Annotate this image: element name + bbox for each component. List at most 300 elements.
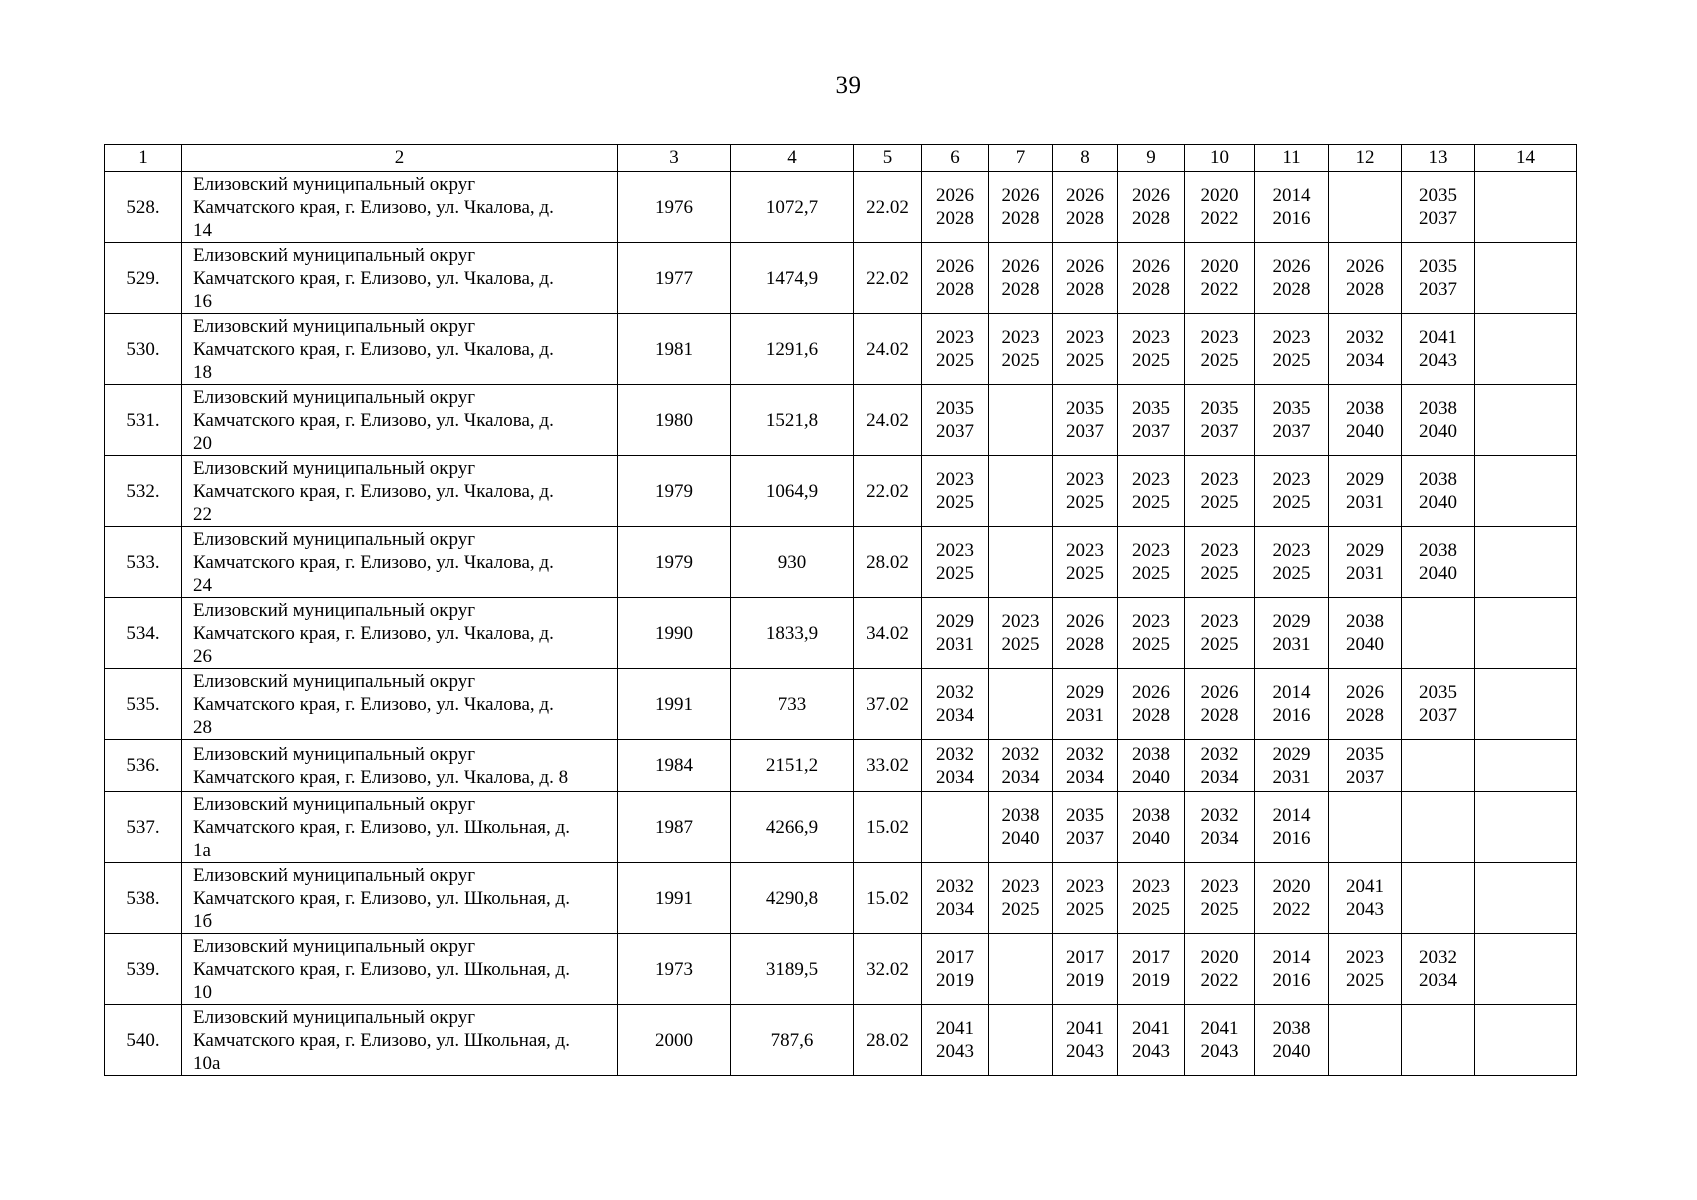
period-end: 2025 <box>1272 492 1311 513</box>
period-end: 2031 <box>1272 766 1311 788</box>
address-line: Елизовский муниципальный округ <box>193 793 475 815</box>
period-start: 2023 <box>1066 327 1104 348</box>
period-start: 2017 <box>1066 947 1104 968</box>
period-end: 2037 <box>1132 421 1170 442</box>
repair-period-cell-13 <box>1402 934 1475 1005</box>
address-line: 20 <box>193 432 212 454</box>
period-start: 2023 <box>936 469 974 490</box>
column-header: 9 <box>1118 145 1185 172</box>
address-cell <box>182 598 618 669</box>
repair-period-cell-6 <box>922 314 989 385</box>
period-end: 2031 <box>1066 705 1104 726</box>
address-cell <box>182 243 618 314</box>
repair-period-cell-7 <box>989 1005 1053 1076</box>
period-end: 2025 <box>1066 492 1104 513</box>
period-end: 2043 <box>1066 1041 1104 1062</box>
code-cell: 37.02 <box>854 669 922 740</box>
period-end: 2040 <box>1419 492 1457 513</box>
repair-period-cell-8 <box>1053 385 1118 456</box>
period-end: 2037 <box>936 421 974 442</box>
period-end: 2025 <box>1066 350 1104 371</box>
period-end: 2016 <box>1272 970 1311 991</box>
repair-period-cell-8 <box>1053 934 1118 1005</box>
period-start: 2023 <box>936 327 974 348</box>
repair-period-cell-11 <box>1255 740 1329 792</box>
period-start: 2032 <box>1066 743 1104 765</box>
repair-period-cell-6 <box>922 863 989 934</box>
repair-period-cell-11 <box>1255 863 1329 934</box>
repair-period-cell-9 <box>1118 669 1185 740</box>
address-line: Камчатского края, г. Елизово, ул. Чкалова, д. <box>193 622 554 644</box>
repair-period-cell-6 <box>922 172 989 243</box>
period-end: 2019 <box>936 970 974 991</box>
area-cell: 2151,2 <box>731 740 854 792</box>
period-end: 2025 <box>1001 899 1040 920</box>
repair-period-cell-10 <box>1185 598 1255 669</box>
build-year-cell: 1990 <box>618 598 731 669</box>
period-start: 2032 <box>1346 327 1384 348</box>
repair-period-cell-12 <box>1329 243 1402 314</box>
column-header: 8 <box>1053 145 1118 172</box>
address-line: Елизовский муниципальный округ <box>193 173 475 195</box>
area-cell: 733 <box>731 669 854 740</box>
repair-period-cell-10 <box>1185 314 1255 385</box>
period-start: 2023 <box>1132 327 1170 348</box>
repair-period-cell-9 <box>1118 385 1185 456</box>
period-start: 2026 <box>1066 611 1104 632</box>
address-line: 1б <box>193 910 213 932</box>
period-start: 2026 <box>1200 682 1239 703</box>
row-number: 535. <box>105 669 182 740</box>
repair-period-cell-9 <box>1118 243 1185 314</box>
period-start: 2041 <box>1132 1018 1170 1039</box>
period-start: 2038 <box>1346 398 1384 419</box>
code-cell: 22.02 <box>854 172 922 243</box>
column-header: 10 <box>1185 145 1255 172</box>
period-end: 2025 <box>1200 350 1239 371</box>
address-line: Елизовский муниципальный округ <box>193 864 475 886</box>
notes-cell <box>1475 385 1577 456</box>
repair-period-cell-7 <box>989 792 1053 863</box>
period-start: 2023 <box>1132 611 1170 632</box>
address-line: 24 <box>193 574 212 596</box>
notes-cell <box>1475 792 1577 863</box>
period-end: 2031 <box>936 634 974 655</box>
period-start: 2035 <box>1066 398 1104 419</box>
period-start: 2023 <box>1200 540 1239 561</box>
housing-repair-table <box>104 144 1577 1076</box>
period-start: 2029 <box>1346 469 1384 490</box>
period-start: 2035 <box>1419 185 1457 206</box>
period-start: 2029 <box>1066 682 1104 703</box>
period-start: 2041 <box>1200 1018 1239 1039</box>
repair-period-cell-12 <box>1329 863 1402 934</box>
period-start: 2038 <box>1132 805 1170 826</box>
period-start: 2035 <box>1346 743 1384 765</box>
period-start: 2035 <box>1419 256 1457 277</box>
period-start: 2035 <box>1066 805 1104 826</box>
period-end: 2040 <box>1272 1041 1311 1062</box>
address-line: Камчатского края, г. Елизово, ул. Школьная, д. <box>193 887 570 909</box>
period-end: 2025 <box>1272 563 1311 584</box>
period-start: 2017 <box>936 947 974 968</box>
period-end: 2034 <box>1200 766 1239 788</box>
period-start: 2023 <box>1346 947 1384 968</box>
period-end: 2025 <box>1132 899 1170 920</box>
period-end: 2037 <box>1272 421 1311 442</box>
period-end: 2037 <box>1066 421 1104 442</box>
row-number: 536. <box>105 740 182 792</box>
repair-period-cell-12 <box>1329 1005 1402 1076</box>
period-start: 2038 <box>1346 611 1384 632</box>
repair-period-cell-7 <box>989 456 1053 527</box>
period-end: 2025 <box>936 350 974 371</box>
area-cell: 1291,6 <box>731 314 854 385</box>
address-cell <box>182 1005 618 1076</box>
notes-cell <box>1475 863 1577 934</box>
period-start: 2035 <box>1419 682 1457 703</box>
repair-period-cell-11 <box>1255 314 1329 385</box>
period-end: 2040 <box>1419 563 1457 584</box>
notes-cell <box>1475 243 1577 314</box>
period-start: 2041 <box>1346 876 1384 897</box>
period-end: 2025 <box>1066 899 1104 920</box>
period-end: 2025 <box>1200 899 1239 920</box>
address-line: Елизовский муниципальный округ <box>193 670 475 692</box>
address-line: Елизовский муниципальный округ <box>193 386 475 408</box>
period-end: 2040 <box>1001 828 1040 849</box>
repair-period-cell-10 <box>1185 863 1255 934</box>
repair-period-cell-11 <box>1255 172 1329 243</box>
repair-period-cell-13 <box>1402 527 1475 598</box>
row-number: 532. <box>105 456 182 527</box>
code-cell: 34.02 <box>854 598 922 669</box>
address-line: Камчатского края, г. Елизово, ул. Чкалова, д. <box>193 196 554 218</box>
build-year-cell: 1980 <box>618 385 731 456</box>
period-end: 2028 <box>1001 208 1040 229</box>
period-end: 2037 <box>1200 421 1239 442</box>
repair-period-cell-10 <box>1185 740 1255 792</box>
repair-period-cell-6 <box>922 740 989 792</box>
build-year-cell: 1977 <box>618 243 731 314</box>
period-start: 2023 <box>1200 327 1239 348</box>
row-number: 529. <box>105 243 182 314</box>
period-end: 2037 <box>1419 705 1457 726</box>
table-row <box>105 1005 1577 1076</box>
code-cell: 22.02 <box>854 243 922 314</box>
period-start: 2041 <box>1419 327 1457 348</box>
table-row <box>105 598 1577 669</box>
area-cell: 787,6 <box>731 1005 854 1076</box>
build-year-cell: 1976 <box>618 172 731 243</box>
repair-period-cell-7 <box>989 598 1053 669</box>
build-year-cell: 1979 <box>618 456 731 527</box>
period-end: 2034 <box>1419 970 1457 991</box>
repair-period-cell-9 <box>1118 863 1185 934</box>
repair-period-cell-7 <box>989 863 1053 934</box>
period-end: 2022 <box>1272 899 1311 920</box>
period-end: 2016 <box>1272 705 1311 726</box>
period-end: 2034 <box>1001 766 1040 788</box>
address-line: Елизовский муниципальный округ <box>193 743 475 765</box>
repair-period-cell-9 <box>1118 598 1185 669</box>
period-end: 2025 <box>1132 492 1170 513</box>
period-end: 2025 <box>1066 563 1104 584</box>
period-start: 2029 <box>1272 743 1311 765</box>
repair-period-cell-8 <box>1053 243 1118 314</box>
period-end: 2028 <box>1346 705 1384 726</box>
column-header: 13 <box>1402 145 1475 172</box>
repair-period-cell-6 <box>922 934 989 1005</box>
row-number: 537. <box>105 792 182 863</box>
column-header: 3 <box>618 145 731 172</box>
code-cell: 33.02 <box>854 740 922 792</box>
period-end: 2031 <box>1346 492 1384 513</box>
period-start: 2023 <box>1066 469 1104 490</box>
period-end: 2025 <box>1346 970 1384 991</box>
repair-period-cell-9 <box>1118 456 1185 527</box>
period-start: 2035 <box>936 398 974 419</box>
repair-period-cell-12 <box>1329 385 1402 456</box>
period-start: 2026 <box>1132 185 1170 206</box>
repair-period-cell-8 <box>1053 1005 1118 1076</box>
period-start: 2038 <box>1419 398 1457 419</box>
period-end: 2016 <box>1272 828 1311 849</box>
repair-period-cell-12 <box>1329 172 1402 243</box>
repair-period-cell-12 <box>1329 527 1402 598</box>
period-end: 2028 <box>936 279 974 300</box>
notes-cell <box>1475 740 1577 792</box>
period-end: 2028 <box>1001 279 1040 300</box>
period-start: 2026 <box>936 185 974 206</box>
repair-period-cell-7 <box>989 934 1053 1005</box>
address-line: Камчатского края, г. Елизово, ул. Школьная, д. <box>193 816 570 838</box>
address-cell <box>182 792 618 863</box>
period-start: 2029 <box>1346 540 1384 561</box>
table-row <box>105 863 1577 934</box>
code-cell: 24.02 <box>854 385 922 456</box>
repair-period-cell-7 <box>989 385 1053 456</box>
build-year-cell: 1984 <box>618 740 731 792</box>
area-cell: 1064,9 <box>731 456 854 527</box>
build-year-cell: 1979 <box>618 527 731 598</box>
address-line: Елизовский муниципальный округ <box>193 457 475 479</box>
repair-period-cell-8 <box>1053 172 1118 243</box>
repair-period-cell-8 <box>1053 527 1118 598</box>
period-start: 2026 <box>1272 256 1311 277</box>
repair-period-cell-12 <box>1329 598 1402 669</box>
period-start: 2026 <box>1066 185 1104 206</box>
period-end: 2022 <box>1200 279 1239 300</box>
period-end: 2040 <box>1132 766 1170 788</box>
repair-period-cell-9 <box>1118 792 1185 863</box>
period-start: 2035 <box>1132 398 1170 419</box>
repair-period-cell-6 <box>922 243 989 314</box>
row-number: 533. <box>105 527 182 598</box>
period-end: 2028 <box>1272 279 1311 300</box>
column-header: 4 <box>731 145 854 172</box>
address-line: Камчатского края, г. Елизово, ул. Чкалова, д. 8 <box>193 766 569 788</box>
repair-period-cell-11 <box>1255 243 1329 314</box>
period-start: 2023 <box>1066 540 1104 561</box>
repair-period-cell-6 <box>922 385 989 456</box>
period-start: 2023 <box>1272 469 1311 490</box>
area-cell: 4266,9 <box>731 792 854 863</box>
repair-period-cell-10 <box>1185 172 1255 243</box>
period-end: 2025 <box>1272 350 1311 371</box>
repair-period-cell-7 <box>989 527 1053 598</box>
repair-period-cell-6 <box>922 456 989 527</box>
period-end: 2034 <box>936 766 974 788</box>
repair-period-cell-10 <box>1185 527 1255 598</box>
repair-period-cell-9 <box>1118 314 1185 385</box>
period-start: 2014 <box>1272 185 1311 206</box>
row-number: 531. <box>105 385 182 456</box>
repair-period-cell-9 <box>1118 527 1185 598</box>
period-start: 2023 <box>1200 876 1239 897</box>
address-line: 28 <box>193 716 212 738</box>
period-start: 2041 <box>936 1018 974 1039</box>
address-cell <box>182 669 618 740</box>
period-start: 2023 <box>1132 876 1170 897</box>
area-cell: 930 <box>731 527 854 598</box>
address-cell <box>182 934 618 1005</box>
table-row <box>105 385 1577 456</box>
repair-period-cell-11 <box>1255 1005 1329 1076</box>
row-number: 538. <box>105 863 182 934</box>
area-cell: 3189,5 <box>731 934 854 1005</box>
period-start: 2041 <box>1066 1018 1104 1039</box>
repair-period-cell-7 <box>989 669 1053 740</box>
period-start: 2023 <box>1272 540 1311 561</box>
period-start: 2029 <box>936 611 974 632</box>
period-start: 2032 <box>1200 805 1239 826</box>
address-cell <box>182 456 618 527</box>
address-line: 18 <box>193 361 212 383</box>
repair-period-cell-7 <box>989 740 1053 792</box>
repair-period-cell-8 <box>1053 456 1118 527</box>
code-cell: 24.02 <box>854 314 922 385</box>
period-end: 2022 <box>1200 208 1239 229</box>
repair-period-cell-11 <box>1255 792 1329 863</box>
build-year-cell: 1991 <box>618 863 731 934</box>
repair-period-cell-6 <box>922 527 989 598</box>
repair-period-cell-8 <box>1053 314 1118 385</box>
table-row <box>105 314 1577 385</box>
period-end: 2025 <box>1200 492 1239 513</box>
period-end: 2028 <box>1200 705 1239 726</box>
period-end: 2019 <box>1066 970 1104 991</box>
address-line: Елизовский муниципальный округ <box>193 935 475 957</box>
period-start: 2023 <box>1200 469 1239 490</box>
period-end: 2028 <box>1132 705 1170 726</box>
repair-period-cell-11 <box>1255 669 1329 740</box>
period-end: 2028 <box>1132 279 1170 300</box>
row-number: 528. <box>105 172 182 243</box>
code-cell: 32.02 <box>854 934 922 1005</box>
period-start: 2026 <box>936 256 974 277</box>
period-end: 2028 <box>1066 634 1104 655</box>
period-start: 2026 <box>1346 256 1384 277</box>
address-line: Камчатского края, г. Елизово, ул. Чкалова, д. <box>193 338 554 360</box>
address-line: 14 <box>193 219 212 241</box>
period-start: 2032 <box>1419 947 1457 968</box>
build-year-cell: 1973 <box>618 934 731 1005</box>
address-line: Камчатского края, г. Елизово, ул. Школьная, д. <box>193 1029 570 1051</box>
repair-period-cell-13 <box>1402 243 1475 314</box>
period-end: 2037 <box>1419 208 1457 229</box>
column-header: 6 <box>922 145 989 172</box>
period-start: 2029 <box>1272 611 1311 632</box>
period-end: 2043 <box>1346 899 1384 920</box>
period-end: 2025 <box>1200 563 1239 584</box>
period-end: 2019 <box>1132 970 1170 991</box>
notes-cell <box>1475 314 1577 385</box>
period-end: 2040 <box>1419 421 1457 442</box>
column-header: 14 <box>1475 145 1577 172</box>
period-end: 2025 <box>1132 634 1170 655</box>
table-row <box>105 740 1577 792</box>
repair-period-cell-6 <box>922 792 989 863</box>
period-start: 2023 <box>1132 469 1170 490</box>
address-line: Камчатского края, г. Елизово, ул. Чкалова, д. <box>193 480 554 502</box>
address-line: 10 <box>193 981 212 1003</box>
period-end: 2043 <box>1200 1041 1239 1062</box>
period-start: 2026 <box>1001 256 1040 277</box>
period-start: 2035 <box>1272 398 1311 419</box>
period-start: 2038 <box>1272 1018 1311 1039</box>
table-row <box>105 527 1577 598</box>
repair-period-cell-6 <box>922 1005 989 1076</box>
repair-period-cell-13 <box>1402 792 1475 863</box>
address-line: Камчатского края, г. Елизово, ул. Чкалова, д. <box>193 267 554 289</box>
period-start: 2017 <box>1132 947 1170 968</box>
period-end: 2034 <box>936 705 974 726</box>
period-start: 2032 <box>936 682 974 703</box>
repair-period-cell-12 <box>1329 934 1402 1005</box>
area-cell: 4290,8 <box>731 863 854 934</box>
repair-period-cell-13 <box>1402 172 1475 243</box>
address-cell <box>182 740 618 792</box>
notes-cell <box>1475 598 1577 669</box>
repair-period-cell-8 <box>1053 740 1118 792</box>
period-start: 2032 <box>936 743 974 765</box>
area-cell: 1833,9 <box>731 598 854 669</box>
address-line: Елизовский муниципальный округ <box>193 599 475 621</box>
repair-period-cell-13 <box>1402 314 1475 385</box>
table-row <box>105 792 1577 863</box>
period-end: 2025 <box>936 563 974 584</box>
period-start: 2038 <box>1419 469 1457 490</box>
repair-period-cell-11 <box>1255 385 1329 456</box>
period-start: 2014 <box>1272 947 1311 968</box>
repair-period-cell-11 <box>1255 598 1329 669</box>
repair-period-cell-8 <box>1053 863 1118 934</box>
address-line: Елизовский муниципальный округ <box>193 315 475 337</box>
column-number-row <box>105 145 1577 172</box>
period-end: 2031 <box>1346 563 1384 584</box>
address-line: 10а <box>193 1052 221 1074</box>
page-number: 39 <box>835 72 862 99</box>
repair-period-cell-13 <box>1402 385 1475 456</box>
period-start: 2023 <box>1001 327 1040 348</box>
address-cell <box>182 385 618 456</box>
period-start: 2026 <box>1066 256 1104 277</box>
row-number: 540. <box>105 1005 182 1076</box>
notes-cell <box>1475 172 1577 243</box>
build-year-cell: 2000 <box>618 1005 731 1076</box>
repair-period-cell-12 <box>1329 456 1402 527</box>
